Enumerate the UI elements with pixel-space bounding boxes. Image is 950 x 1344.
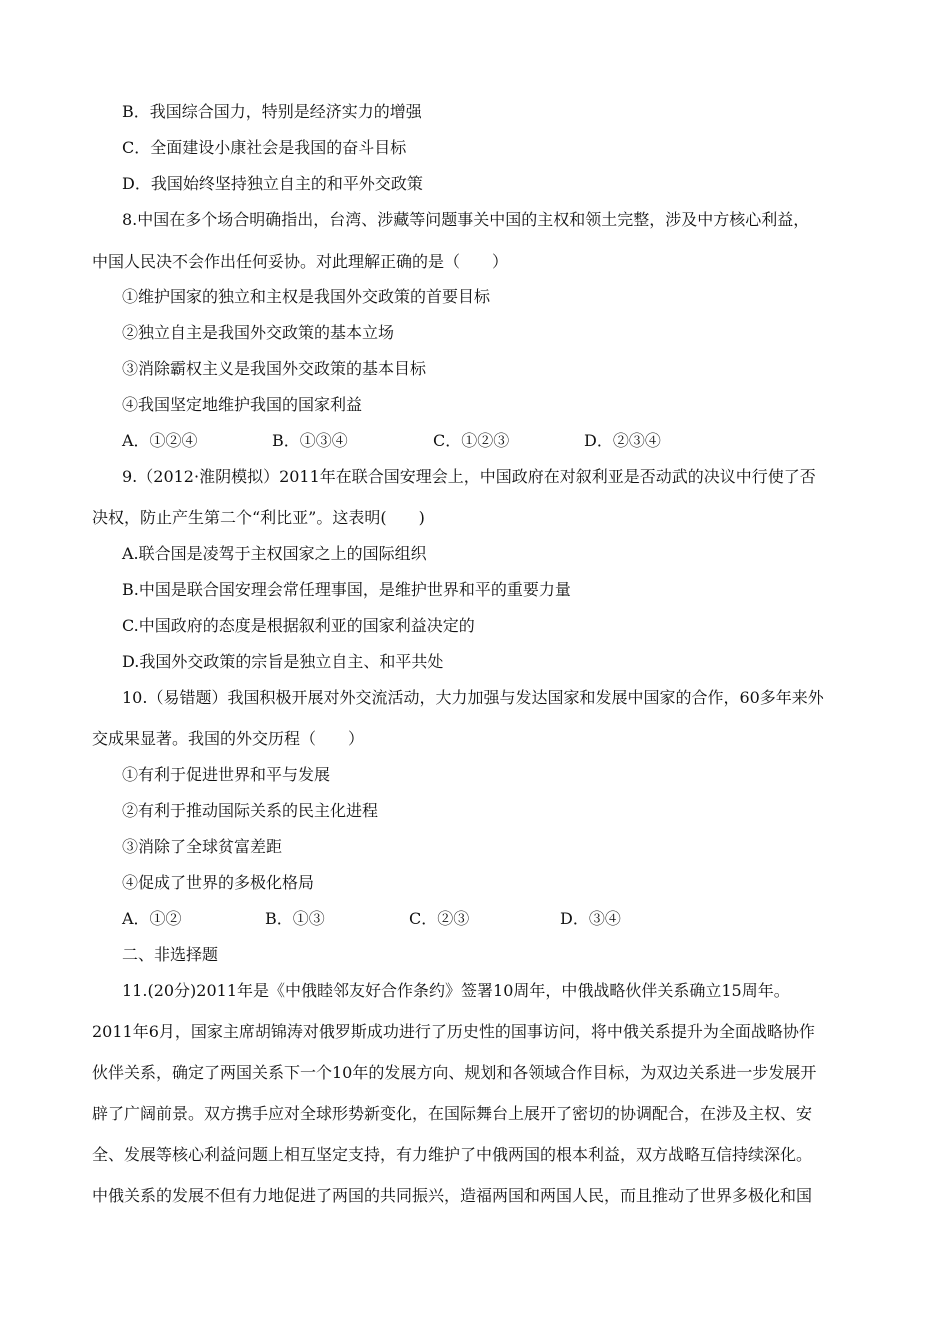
q10-choice-d: D．③④ [560, 909, 621, 928]
q10-item-3: ③消除了全球贫富差距 [122, 837, 283, 856]
q8-choice-a: A．①②④ [122, 431, 198, 450]
q10-stem-line1: 10.（易错题）我国积极开展对外交流活动，大力加强与发达国家和发展中国家的合作，60多年来外 [122, 688, 824, 707]
q11-line-6: 中俄关系的发展不但有力地促进了两国的共同振兴，造福两国和两国人民，而且推动了世界多极化和国 [92, 1186, 813, 1205]
q10-choice-a: A．①② [122, 909, 182, 928]
q10-choices [122, 909, 822, 929]
q7-option-b: B．我国综合国力，特别是经济实力的增强 [122, 102, 422, 121]
section-heading-non-choice: 二、非选择题 [122, 945, 219, 964]
q11-line-4: 辟了广阔前景。双方携手应对全球形势新变化，在国际舞台上展开了密切的协调配合，在涉及主权、安 [92, 1104, 813, 1123]
q11-line-1: 11.(20分)2011年是《中俄睦邻友好合作条约》签署10周年，中俄战略伙伴关系确立15周年。 [122, 981, 790, 1000]
q8-item-1: ①维护国家的独立和主权是我国外交政策的首要目标 [122, 287, 491, 306]
q11-line-2: 2011年6月，国家主席胡锦涛对俄罗斯成功进行了历史性的国事访问，将中俄关系提升为全面战略协作 [92, 1022, 815, 1041]
q7-option-c: C．全面建设小康社会是我国的奋斗目标 [122, 138, 407, 157]
q7-option-d: D．我国始终坚持独立自主的和平外交政策 [122, 174, 423, 193]
q8-stem-line1: 8.中国在多个场合明确指出，台湾、涉藏等问题事关中国的主权和领土完整，涉及中方核心利益， [122, 210, 810, 229]
q8-choice-c: C．①②③ [433, 431, 510, 450]
q8-item-4: ④我国坚定地维护我国的国家利益 [122, 395, 363, 414]
q8-choices [122, 431, 822, 451]
q9-stem-line2: 决权，防止产生第二个“利比亚”。这表明( ) [92, 508, 425, 527]
q10-choice-b: B．①③ [265, 909, 325, 928]
q8-item-2: ②独立自主是我国外交政策的基本立场 [122, 323, 395, 342]
q8-stem-line2: 中国人民决不会作出任何妥协。对此理解正确的是（ ） [92, 252, 509, 271]
q9-option-a: A.联合国是凌驾于主权国家之上的国际组织 [122, 544, 427, 563]
q11-line-3: 伙伴关系，确定了两国关系下一个10年的发展方向、规划和各领域合作目标，为双边关系进一步发展开 [92, 1063, 817, 1082]
q10-item-1: ①有利于促进世界和平与发展 [122, 765, 331, 784]
q10-item-2: ②有利于推动国际关系的民主化进程 [122, 801, 379, 820]
q9-option-d: D.我国外交政策的宗旨是独立自主、和平共处 [122, 652, 444, 671]
q10-stem-line2: 交成果显著。我国的外交历程（ ） [92, 729, 365, 748]
q10-choice-c: C．②③ [409, 909, 470, 928]
q9-option-c: C.中国政府的态度是根据叙利亚的国家利益决定的 [122, 616, 475, 635]
q10-item-4: ④促成了世界的多极化格局 [122, 873, 315, 892]
q8-item-3: ③消除霸权主义是我国外交政策的基本目标 [122, 359, 427, 378]
q11-line-5: 全、发展等核心利益问题上相互坚定支持，有力维护了中俄两国的根本利益，双方战略互信持续深化。 [92, 1145, 813, 1164]
q8-choice-d: D．②③④ [584, 431, 661, 450]
q9-option-b: B.中国是联合国安理会常任理事国，是维护世界和平的重要力量 [122, 580, 571, 599]
q8-choice-b: B．①③④ [272, 431, 348, 450]
q9-stem-line1: 9.（2012·淮阴模拟）2011年在联合国安理会上，中国政府在对叙利亚是否动武的决议中行使了否 [122, 467, 816, 486]
